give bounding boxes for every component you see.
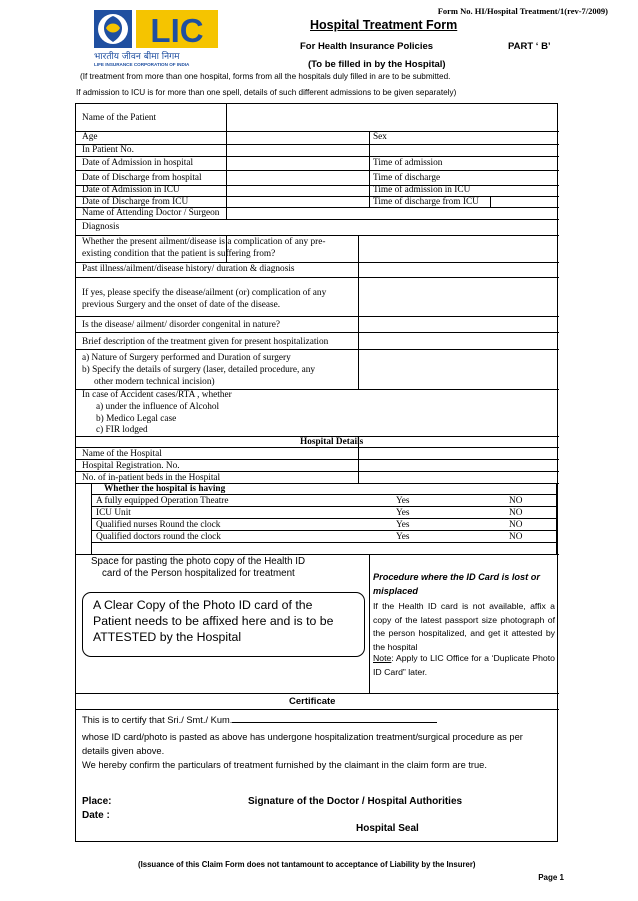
- certificate-line-1: [82, 713, 437, 726]
- label-icu-admission-date: Date of Admission in ICU: [82, 185, 180, 195]
- note-body: : Apply to LIC Office for a ‘Duplicate Photo ID Card” later.: [373, 653, 555, 677]
- logo-hindi: भारतीय जीवन बीमा निगम: [94, 52, 180, 62]
- label-accident: In case of Accident cases/RTA , whether: [82, 390, 232, 400]
- label-if-yes-2: previous Surgery and the onset of date of the disease.: [82, 300, 281, 310]
- label-diagnosis: Diagnosis: [82, 222, 120, 232]
- date-label: Date :: [82, 810, 110, 821]
- facility-yes-option[interactable]: Yes: [396, 532, 410, 542]
- facility-no-option[interactable]: NO: [509, 520, 523, 530]
- label-hospital-having: Whether the hospital is having: [104, 484, 226, 494]
- label-congenital: Is the disease/ ailment/ disorder congenital in nature?: [82, 320, 281, 330]
- label-patient-name: Name of the Patient: [82, 113, 157, 123]
- procedure-title: Procedure where the ID Card is lost or misplaced: [373, 572, 540, 596]
- facility-yes-option[interactable]: Yes: [396, 508, 410, 518]
- label-accident-alcohol: a) under the influence of Alcohol: [96, 402, 220, 412]
- procedure-note: [373, 651, 555, 679]
- hospital-seal-label: Hospital Seal: [356, 823, 419, 834]
- label-attending-doctor: Name of Attending Doctor / Surgeon: [82, 208, 220, 218]
- label-discharge-date: Date of Discharge from hospital: [82, 173, 202, 183]
- facility-no-option[interactable]: NO: [509, 496, 523, 506]
- instruction-note-1: (If treatment from more than one hospital, forms from all the hospitals duly filled in are to be submitted.: [80, 72, 451, 81]
- facility-label: Qualified doctors round the clock: [96, 532, 221, 542]
- facility-label: ICU Unit: [96, 508, 131, 518]
- label-icu-discharge-date: Date of Discharge from ICU: [82, 197, 189, 207]
- certificate-heading: Certificate: [289, 696, 336, 707]
- label-brief-description: Brief description of the treatment given for present hospitalization: [82, 337, 329, 347]
- page-number: Page 1: [538, 873, 564, 882]
- label-admission-date: Date of Admission in hospital: [82, 158, 194, 168]
- instruction-note-2: If admission to ICU is for more than one spell, details of such different admissions to be given separately): [76, 88, 457, 97]
- facility-no-option[interactable]: NO: [509, 532, 523, 542]
- label-discharge-time: Time of discharge: [373, 173, 441, 183]
- label-complication-2: existing condition that the patient is suffering from?: [82, 249, 276, 259]
- form-number: Form No. HI/Hospital Treatment/1(rev-7/2009): [437, 6, 608, 16]
- label-icu-admission-time: Time of admission in ICU: [373, 185, 471, 195]
- label-hospital-registration: Hospital Registration. No.: [82, 461, 180, 471]
- place-label: Place:: [82, 796, 112, 807]
- facility-no-option[interactable]: NO: [509, 508, 523, 518]
- label-surgery-b2: other modern technical incision): [94, 377, 215, 387]
- label-accident-medicolegal: b) Medico Legal case: [96, 414, 177, 424]
- form-subtitle: For Health Insurance Policies: [300, 41, 434, 52]
- facility-label: Qualified nurses Round the clock: [96, 520, 221, 530]
- procedure-body: If the Health ID card is not available, affix a copy of the latest passport size photograph of the person hospitalized, and get it attested by the hospital: [373, 601, 555, 652]
- name-blank-line[interactable]: [232, 713, 437, 723]
- liability-disclaimer: (Issuance of this Claim Form does not tantamount to acceptance of Liability by the Insurer): [138, 860, 476, 869]
- logo-wordmark: LIC: [150, 12, 204, 49]
- form-part: PART ‘ B’: [508, 41, 551, 52]
- label-past-illness: Past illness/ailment/disease history/ duration & diagnosis: [82, 264, 295, 274]
- label-if-yes-1: If yes, please specify the disease/ailment (or) complication of any: [82, 288, 327, 298]
- photo-id-callout: A Clear Copy of the Photo ID card of the Patient needs to be affixed here and is to be ATTESTED by the Hospital: [82, 592, 365, 657]
- facility-yes-option[interactable]: Yes: [396, 520, 410, 530]
- label-surgery-a: a) Nature of Surgery performed and Duration of surgery: [82, 353, 291, 363]
- lic-logo: [92, 8, 252, 68]
- filled-by-note: (To be filled in by the Hospital): [308, 59, 446, 70]
- label-complication-1: Whether the present ailment/disease is a complication of any pre-: [82, 237, 326, 247]
- doctor-signature-label: Signature of the Doctor / Hospital Authorities: [248, 796, 463, 807]
- label-sex: Sex: [373, 132, 387, 142]
- photo-space-label-2: card of the Person hospitalized for treatment: [102, 568, 295, 579]
- facility-label: A fully equipped Operation Theatre: [96, 496, 229, 506]
- label-age: Age: [82, 132, 98, 142]
- photo-space-label-1: Space for pasting the photo copy of the Health ID: [91, 556, 306, 567]
- label-icu-discharge-time: Time of discharge from ICU: [373, 197, 479, 207]
- certificate-line-3: We hereby confirm the particulars of treatment furnished by the claimant in the claim form are true.: [82, 760, 487, 770]
- logo-caption: LIFE INSURANCE CORPORATION OF INDIA: [94, 62, 190, 67]
- label-admission-time: Time of admission: [373, 158, 443, 168]
- label-hospital-name: Name of the Hospital: [82, 449, 162, 459]
- lic-logo-graphic: [92, 8, 252, 68]
- label-hospital-beds: No. of in-patient beds in the Hospital: [82, 473, 221, 483]
- certificate-certify-text: This is to certify that Sri./ Smt./ Kum.: [82, 715, 233, 725]
- page-title: Hospital Treatment Form: [310, 18, 458, 32]
- facility-yes-option[interactable]: Yes: [396, 496, 410, 506]
- label-inpatient-no: In Patient No.: [82, 145, 134, 155]
- form-table: [75, 103, 558, 842]
- note-label: Note: [373, 653, 392, 663]
- label-accident-fir: c) FIR lodged: [96, 425, 148, 435]
- certificate-line-2: whose ID card/photo is pasted as above has undergone hospitalization treatment/surgical procedure as per details given above.: [82, 732, 523, 756]
- label-surgery-b: b) Specify the details of surgery (laser, detailed procedure, any: [82, 365, 316, 375]
- hospital-details-heading: Hospital Details: [300, 437, 364, 447]
